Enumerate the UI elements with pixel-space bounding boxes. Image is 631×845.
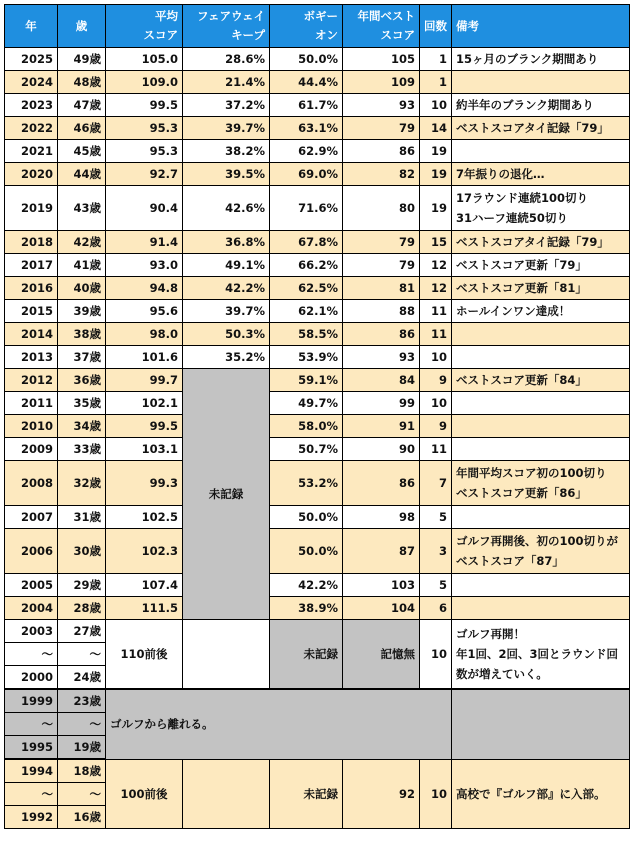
age-cell: 41歳 [58, 254, 106, 277]
year-cell: 2008 [5, 461, 58, 506]
avg-score-cell: 95.6 [106, 300, 183, 323]
fairway-keep-cell: 39.5% [183, 163, 270, 186]
round-count-cell: 12 [420, 254, 452, 277]
year-cell: 2000 [5, 666, 58, 690]
age-cell: 23歳 [58, 689, 106, 713]
tilde-cell: ～ [58, 783, 106, 806]
note-cell [452, 506, 630, 529]
fairway-keep-cell: 39.7% [183, 300, 270, 323]
bogey-on-cell: 49.7% [270, 392, 343, 415]
avg-score-cell: 107.4 [106, 574, 183, 597]
round-count-cell: 1 [420, 71, 452, 94]
round-count-cell: 10 [420, 346, 452, 369]
table-row [5, 506, 630, 529]
table-row [5, 689, 630, 713]
best-score-cell: 80 [343, 186, 420, 231]
avg-score-cell: 93.0 [106, 254, 183, 277]
header-best-score: 年間ベスト スコア [343, 5, 420, 48]
age-cell: 48歳 [58, 71, 106, 94]
fairway-keep-cell: 42.2% [183, 277, 270, 300]
avg-score-cell: 91.4 [106, 231, 183, 254]
fairway-keep-cell [183, 620, 270, 690]
round-count-cell: 12 [420, 277, 452, 300]
fairway-keep-cell: 36.8% [183, 231, 270, 254]
best-score-cell: 81 [343, 277, 420, 300]
bogey-on-cell: 67.8% [270, 231, 343, 254]
note-cell: ベストスコア更新「79」 [452, 254, 630, 277]
header-row [5, 5, 630, 48]
note-cell: ベストスコアタイ記録「79」 [452, 117, 630, 140]
best-score-cell: 86 [343, 323, 420, 346]
avg-score-cell: 99.3 [106, 461, 183, 506]
bogey-on-cell: 50.7% [270, 438, 343, 461]
bogey-on-cell: 62.5% [270, 277, 343, 300]
note-cell: 15ヶ月のブランク期間あり [452, 48, 630, 71]
avg-score-cell: 92.7 [106, 163, 183, 186]
best-score-cell: 92 [343, 759, 420, 829]
avg-score-cell: 105.0 [106, 48, 183, 71]
best-score-cell: 記憶無 [343, 620, 420, 690]
age-cell: 27歳 [58, 620, 106, 643]
bogey-on-cell: 66.2% [270, 254, 343, 277]
bogey-on-cell: 69.0% [270, 163, 343, 186]
table-row [5, 392, 630, 415]
round-count-cell: 5 [420, 574, 452, 597]
age-cell: 29歳 [58, 574, 106, 597]
age-cell: 43歳 [58, 186, 106, 231]
avg-score-cell: 110前後 [106, 620, 183, 690]
best-score-cell: 82 [343, 163, 420, 186]
table-row [5, 346, 630, 369]
age-cell: 24歳 [58, 666, 106, 690]
table-row [5, 597, 630, 620]
bogey-on-cell: 50.0% [270, 506, 343, 529]
round-count-cell: 19 [420, 163, 452, 186]
note-cell: ベストスコア更新「81」 [452, 277, 630, 300]
fairway-keep-cell: 49.1% [183, 254, 270, 277]
note-cell [452, 323, 630, 346]
round-count-cell: 19 [420, 186, 452, 231]
round-count-cell: 11 [420, 300, 452, 323]
avg-score-cell: 100前後 [106, 759, 183, 829]
round-count-cell: 10 [420, 392, 452, 415]
avg-score-cell: 99.5 [106, 415, 183, 438]
table-row [5, 140, 630, 163]
best-score-cell: 79 [343, 254, 420, 277]
best-score-cell: 90 [343, 438, 420, 461]
year-cell: 2012 [5, 369, 58, 392]
year-cell: 2023 [5, 94, 58, 117]
best-score-cell: 99 [343, 392, 420, 415]
year-cell: 2015 [5, 300, 58, 323]
fairway-keep-cell: 28.6% [183, 48, 270, 71]
table-row [5, 574, 630, 597]
bogey-on-cell: 71.6% [270, 186, 343, 231]
fairway-keep-cell: 42.6% [183, 186, 270, 231]
round-count-cell: 14 [420, 117, 452, 140]
round-count-cell: 15 [420, 231, 452, 254]
avg-score-cell: 99.7 [106, 369, 183, 392]
round-count-cell: 11 [420, 438, 452, 461]
bogey-on-cell: 42.2% [270, 574, 343, 597]
best-score-cell: 86 [343, 140, 420, 163]
year-cell: 1995 [5, 736, 58, 760]
note-cell: 17ラウンド連続100切り 31ハーフ連続50切り [452, 186, 630, 231]
table-row [5, 323, 630, 346]
year-cell: 2024 [5, 71, 58, 94]
bogey-on-cell: 38.9% [270, 597, 343, 620]
best-score-cell: 98 [343, 506, 420, 529]
fairway-keep-cell: 21.4% [183, 71, 270, 94]
year-cell: 2017 [5, 254, 58, 277]
bogey-on-cell: 61.7% [270, 94, 343, 117]
year-cell: 2011 [5, 392, 58, 415]
year-cell: 2018 [5, 231, 58, 254]
bogey-on-cell: 63.1% [270, 117, 343, 140]
tilde-cell: ～ [58, 713, 106, 736]
avg-score-cell: 109.0 [106, 71, 183, 94]
table-row [5, 461, 630, 506]
avg-score-cell: 111.5 [106, 597, 183, 620]
tilde-cell: ～ [5, 643, 58, 666]
avg-score-cell: 102.1 [106, 392, 183, 415]
table-row [5, 759, 630, 783]
avg-score-cell: 102.3 [106, 529, 183, 574]
age-cell: 44歳 [58, 163, 106, 186]
table-row [5, 186, 630, 231]
note-cell [452, 415, 630, 438]
best-score-cell: 79 [343, 231, 420, 254]
age-cell: 36歳 [58, 369, 106, 392]
best-score-cell: 86 [343, 461, 420, 506]
best-score-cell: 84 [343, 369, 420, 392]
avg-score-cell: 95.3 [106, 140, 183, 163]
tilde-cell: ～ [5, 713, 58, 736]
table-row [5, 620, 630, 643]
age-cell: 37歳 [58, 346, 106, 369]
age-cell: 40歳 [58, 277, 106, 300]
year-cell: 2020 [5, 163, 58, 186]
fairway-keep-cell: 37.2% [183, 94, 270, 117]
tilde-cell: ～ [58, 643, 106, 666]
round-count-cell: 5 [420, 506, 452, 529]
avg-score-cell: 95.3 [106, 117, 183, 140]
year-cell: 2010 [5, 415, 58, 438]
bogey-on-cell: 50.0% [270, 48, 343, 71]
fairway-keep-cell: 50.3% [183, 323, 270, 346]
note-cell: 高校で『ゴルフ部』に入部。 [452, 759, 630, 829]
round-count-cell: 6 [420, 597, 452, 620]
note-cell: ベストスコア更新「84」 [452, 369, 630, 392]
best-score-cell: 103 [343, 574, 420, 597]
age-cell: 16歳 [58, 806, 106, 829]
best-score-cell: 93 [343, 346, 420, 369]
age-cell: 33歳 [58, 438, 106, 461]
note-cell [452, 346, 630, 369]
age-cell: 30歳 [58, 529, 106, 574]
age-cell: 28歳 [58, 597, 106, 620]
year-cell: 2021 [5, 140, 58, 163]
bogey-on-cell: 62.1% [270, 300, 343, 323]
fairway-keep-cell: 35.2% [183, 346, 270, 369]
fairway-keep-cell: 39.7% [183, 117, 270, 140]
best-score-cell: 87 [343, 529, 420, 574]
bogey-on-cell: 59.1% [270, 369, 343, 392]
fairway-keep-cell: 38.2% [183, 140, 270, 163]
best-score-cell: 93 [343, 94, 420, 117]
round-count-cell: 7 [420, 461, 452, 506]
year-cell: 1992 [5, 806, 58, 829]
fairway-keep-cell [183, 759, 270, 829]
table-row [5, 163, 630, 186]
best-score-cell: 105 [343, 48, 420, 71]
age-cell: 34歳 [58, 415, 106, 438]
avg-score-cell: 90.4 [106, 186, 183, 231]
note-cell [452, 689, 630, 759]
round-count-cell: 9 [420, 415, 452, 438]
year-cell: 2003 [5, 620, 58, 643]
bogey-on-cell: 未記録 [270, 620, 343, 690]
header-bogey-on: ボギー オン [270, 5, 343, 48]
year-cell: 2006 [5, 529, 58, 574]
note-cell [452, 392, 630, 415]
avg-score-cell: 99.5 [106, 94, 183, 117]
year-cell: 2007 [5, 506, 58, 529]
note-cell [452, 438, 630, 461]
note-cell: 7年振りの退化… [452, 163, 630, 186]
header-count: 回数 [420, 5, 452, 48]
age-cell: 31歳 [58, 506, 106, 529]
table-row [5, 254, 630, 277]
year-cell: 1999 [5, 689, 58, 713]
age-cell: 39歳 [58, 300, 106, 323]
age-cell: 45歳 [58, 140, 106, 163]
best-score-cell: 88 [343, 300, 420, 323]
golf-score-table [4, 4, 630, 829]
age-cell: 42歳 [58, 231, 106, 254]
year-cell: 2005 [5, 574, 58, 597]
note-cell: ゴルフ再開後、初の100切りが ベストスコア「87」 [452, 529, 630, 574]
note-cell [452, 597, 630, 620]
round-count-cell: 1 [420, 48, 452, 71]
year-cell: 1994 [5, 759, 58, 783]
year-cell: 2014 [5, 323, 58, 346]
round-count-cell: 11 [420, 323, 452, 346]
year-cell: 2016 [5, 277, 58, 300]
note-cell: ホールインワン達成！ [452, 300, 630, 323]
header-note: 備考 [452, 5, 630, 48]
avg-score-cell: 101.6 [106, 346, 183, 369]
best-score-cell: 91 [343, 415, 420, 438]
year-cell: 2025 [5, 48, 58, 71]
year-cell: 2019 [5, 186, 58, 231]
note-cell [452, 140, 630, 163]
bogey-on-cell: 62.9% [270, 140, 343, 163]
table-row [5, 438, 630, 461]
best-score-cell: 79 [343, 117, 420, 140]
note-cell [452, 71, 630, 94]
age-cell: 32歳 [58, 461, 106, 506]
best-score-cell: 109 [343, 71, 420, 94]
age-cell: 18歳 [58, 759, 106, 783]
tilde-cell: ～ [5, 783, 58, 806]
table-row [5, 117, 630, 140]
bogey-on-cell: 58.0% [270, 415, 343, 438]
avg-score-cell: 94.8 [106, 277, 183, 300]
age-cell: 49歳 [58, 48, 106, 71]
age-cell: 19歳 [58, 736, 106, 760]
note-cell: 約半年のブランク期間あり [452, 94, 630, 117]
bogey-on-cell: 50.0% [270, 529, 343, 574]
table-row [5, 529, 630, 574]
table-row [5, 369, 630, 392]
avg-score-cell: 98.0 [106, 323, 183, 346]
year-cell: 2004 [5, 597, 58, 620]
table-row [5, 71, 630, 94]
note-cell: 年間平均スコア初の100切り ベストスコア更新「86」 [452, 461, 630, 506]
header-avg-score: 平均 スコア [106, 5, 183, 48]
header-age: 歳 [58, 5, 106, 48]
table-row [5, 277, 630, 300]
round-count-cell: 10 [420, 94, 452, 117]
round-count-cell: 9 [420, 369, 452, 392]
fairway-unrecorded-cell: 未記録 [183, 369, 270, 620]
round-count-cell: 10 [420, 620, 452, 690]
table-row [5, 48, 630, 71]
round-count-cell: 3 [420, 529, 452, 574]
bogey-on-cell: 58.5% [270, 323, 343, 346]
age-cell: 46歳 [58, 117, 106, 140]
header-fairway-keep: フェアウェイ キープ [183, 5, 270, 48]
away-from-golf-cell: ゴルフから離れる。 [106, 689, 452, 759]
avg-score-cell: 102.5 [106, 506, 183, 529]
table-row [5, 231, 630, 254]
header-year: 年 [5, 5, 58, 48]
bogey-on-cell: 53.2% [270, 461, 343, 506]
best-score-cell: 104 [343, 597, 420, 620]
note-cell [452, 574, 630, 597]
year-cell: 2022 [5, 117, 58, 140]
round-count-cell: 19 [420, 140, 452, 163]
table-row [5, 94, 630, 117]
age-cell: 38歳 [58, 323, 106, 346]
round-count-cell: 10 [420, 759, 452, 829]
table-row [5, 415, 630, 438]
note-cell: ゴルフ再開！ 年1回、2回、3回とラウンド回 数が増えていく。 [452, 620, 630, 690]
age-cell: 47歳 [58, 94, 106, 117]
year-cell: 2009 [5, 438, 58, 461]
bogey-on-cell: 53.9% [270, 346, 343, 369]
bogey-on-cell: 未記録 [270, 759, 343, 829]
age-cell: 35歳 [58, 392, 106, 415]
note-cell: ベストスコアタイ記録「79」 [452, 231, 630, 254]
year-cell: 2013 [5, 346, 58, 369]
table-row [5, 300, 630, 323]
avg-score-cell: 103.1 [106, 438, 183, 461]
bogey-on-cell: 44.4% [270, 71, 343, 94]
